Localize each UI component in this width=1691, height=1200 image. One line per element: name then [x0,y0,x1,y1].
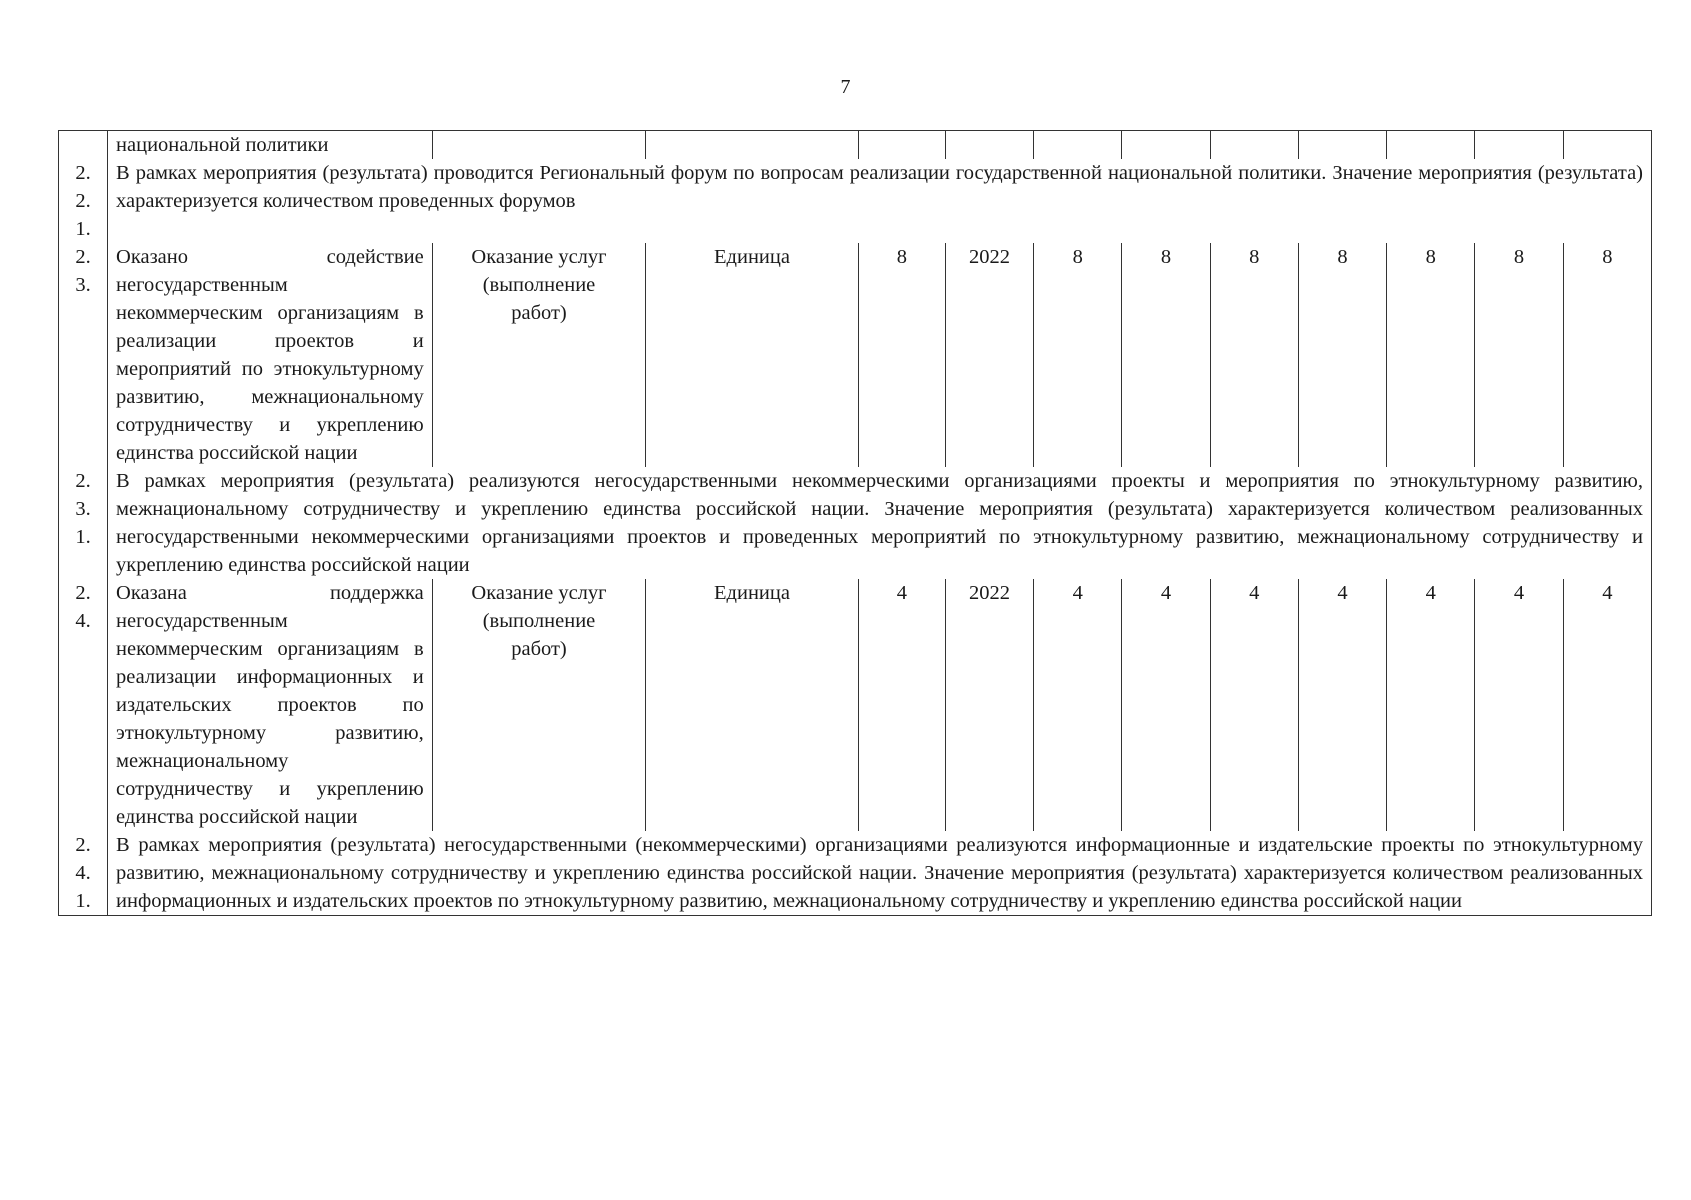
year-value-cell: 4 [1387,579,1475,831]
result-name: Оказана поддержка негосударственным некоммерческим организациям в реализации информационных и издательских проектов по этнокультурному развитию, межнациональному сотрудничеству и укреплению единства российской нации [108,579,433,831]
row-number [59,131,108,160]
base-year-cell: 2022 [945,243,1033,467]
base-value-cell: 8 [858,243,945,467]
result-name: Оказано содействие негосударственным некоммерческим организациям в реализации проектов и мероприятий по этнокультурному развитию, межнациональному сотрудничеству и укреплению единства российской нации [108,243,433,467]
result-description: В рамках мероприятия (результата) реализуются негосударственными некоммерческими организациями проекты и мероприятия по этнокультурному развитию, межнациональному сотрудничеству и укреплению единства российской нации. Значение мероприятия (результата) характеризуется количеством реализованных негосударственными некоммерческими организациями проектов и проведенных мероприятий по этнокультурному развитию, межнациональному сотрудничеству и укреплению единства российской нации [108,467,1652,579]
year-value-cell: 8 [1034,243,1122,467]
unit-cell: Единица [646,579,858,831]
row-number: 2. 4. [59,579,108,831]
base-year-cell: 2022 [945,579,1033,831]
year-value-cell: 8 [1387,243,1475,467]
row-number: 2. 3. 1. [59,467,108,579]
year-value-cell: 8 [1563,243,1651,467]
results-table [58,130,1652,916]
table-row [59,159,1652,243]
table-row [59,831,1652,916]
year-value-cell: 4 [1475,579,1563,831]
base-value-cell: 4 [858,579,945,831]
year-value-cell: 4 [1563,579,1651,831]
year-value-cell: 8 [1122,243,1210,467]
year-value-cell: 8 [1298,243,1386,467]
year-value-cell: 4 [1298,579,1386,831]
table-row [59,131,1652,160]
table-row [59,579,1652,831]
unit-cell: Единица [646,243,858,467]
year-value-cell: 8 [1475,243,1563,467]
year-value-cell: 4 [1122,579,1210,831]
row-number: 2. 3. [59,243,108,467]
result-description: В рамках мероприятия (результата) негосударственными (некоммерческими) организациями реализуются информационные и издательские проекты по этнокультурному развитию, межнациональному сотрудничеству и укреплению единства российской нации. Значение мероприятия (результата) характеризуется количеством реализованных информационных и издательских проектов по этнокультурному развитию, межнациональному сотрудничеству и укреплению единства российской нации [108,831,1652,916]
year-value-cell: 4 [1210,579,1298,831]
result-kind: Оказание услуг (выполнение работ) [432,243,646,467]
table-row [59,467,1652,579]
result-kind: Оказание услуг (выполнение работ) [432,579,646,831]
year-value-cell: 4 [1034,579,1122,831]
table-row [59,243,1652,467]
row-number: 2. 4. 1. [59,831,108,916]
result-description: В рамках мероприятия (результата) проводится Региональный форум по вопросам реализации государственной национальной политики. Значение мероприятия (результата) характеризуется количеством проведенных форумов [108,159,1652,243]
result-name: национальной политики [108,131,433,160]
page-number: 7 [840,76,851,98]
year-value-cell: 8 [1210,243,1298,467]
row-number: 2. 2. 1. [59,159,108,243]
